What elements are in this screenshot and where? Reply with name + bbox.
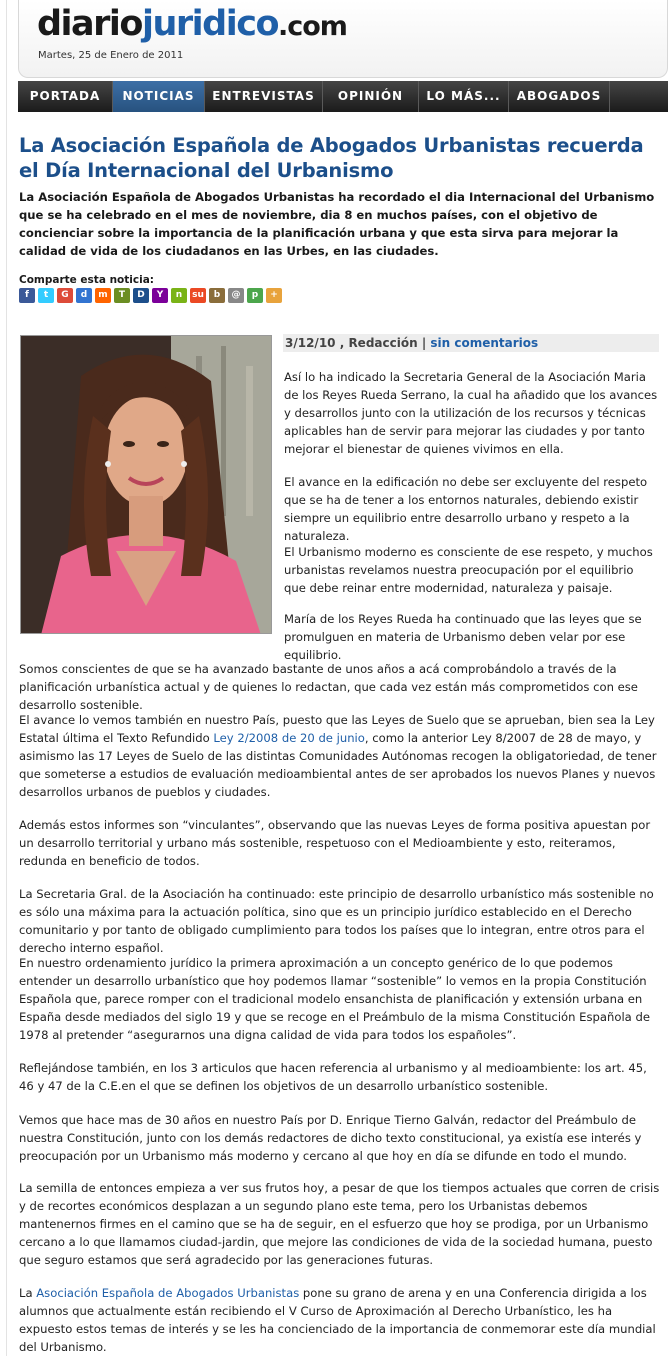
technorati-icon[interactable]: T (114, 288, 130, 303)
paragraph-8: La Secretaria Gral. de la Asociación ha continuado: este principio de desarrollo urbanístico más sostenible no es sólo una máxima para la actuación política, sino que es un principio jurídico establecido en el Derecho comunitario y por tanto de obligado cumplimiento para todos los países que lo integran, entre otros para el derecho interno español. (19, 887, 654, 955)
paragraph-9: En nuestro ordenamiento jurídico la primera aproximación a un concepto genérico de lo que podemos entender un desarrollo urbanístico que hoy podemos llamar “sostenible” lo vemos en la propia Constitución Española que, parece romper con el tradicional modelo ensanchista de planificación y extensión urbana en España desde mediados del siglo 19 y que se recoge en el Preámbulo de la misma Constitución Española de 1978 al pretender “asegurarnos una digna calidad de vida para todos los españoles”. (19, 956, 650, 1042)
nav-opinion[interactable]: OPINIÓN (323, 81, 419, 112)
email-icon[interactable]: @ (228, 288, 244, 303)
digg-icon[interactable]: D (133, 288, 149, 303)
asociacion-link[interactable]: Asociación Española de Abogados Urbanistas (36, 1286, 300, 1300)
author-photo (20, 335, 272, 634)
main-nav (18, 81, 668, 112)
paragraph-6 (19, 711, 660, 801)
nav-abogados[interactable]: ABOGADOS (509, 81, 610, 112)
paragraph-7: Además estos informes son “vinculantes”, observando que las nuevas Leyes de forma positiva apuestan por un desarrollo territorial y urbano más sostenible, respetuoso con el Medioambiente y esto, reiteramos, redunda en beneficio de todos. (19, 818, 651, 868)
paragraph-13-text-end: pone su grano de arena y en una Conferencia dirigida a los alumnos que actualmente están recibiendo el V Curso de Aproximación al Derecho Urbanístico, les ha expuesto estos temas de interés y se les ha concienciado de la importancia de conmemorar este día mundial del Urbanismo. (19, 1286, 656, 1354)
share-icon[interactable]: + (266, 288, 282, 303)
print-icon[interactable]: p (247, 288, 263, 303)
site-logo[interactable] (37, 4, 347, 47)
paragraph-12: La semilla de entonces empieza a ver sus frutos hoy, a pesar de que los tiempos actuales que corren de crisis y de recortes económicos desplazan a un segundo plano este tema, pero los Urbanistas debemos mantenernos firmes en el camino que se ha de seguir, en el esfuerzo que hoy se prodiga, por un Urbanismo cercano a lo que llamamos ciudad-jardin, que mejore las condiciones de vida de la sociedad humana, puesto que seguro estamos que será agradecido por las generaciones futuras. (19, 1181, 660, 1267)
header-date: Martes, 25 de Enero de 2011 (38, 50, 184, 61)
paragraph-3: El Urbanismo moderno es consciente de ese respeto, y muchos urbanistas revelamos nuestra preocupación por el equilibrio que debe reinar entre modernidad, naturaleza y paisaje. (284, 545, 653, 595)
ley-2-2008-link[interactable]: Ley 2/2008 de 20 de junio (213, 731, 365, 745)
google-icon[interactable]: G (57, 288, 73, 303)
meta-separator: , (335, 336, 349, 350)
page-left-border (6, 0, 7, 1356)
logo-text-diario: diario (37, 4, 142, 44)
paragraph-10: Reflejándose también, en los 3 articulos que hacen referencia al urbanismo y al medioambiente: los art. 45, 46 y 47 de la C.E.en el que se definen los objetivos de un desarrollo urbanístico sostenible. (19, 1061, 647, 1093)
share-label: Comparte esta noticia: (19, 274, 154, 286)
delicious-icon[interactable]: d (76, 288, 92, 303)
paragraph-1: Así lo ha indicado la Secretaria General de la Asociación Maria de los Reyes Rueda Serrano, la cual ha añadido que los avances y desarrollos junto con la utilización de los recursos y técnicas aplicables han de servir para mejorar las ciudades y por tanto mejorar el bienestar de quienes vivimos en ella. (284, 370, 658, 456)
paragraph-2: El avance en la edificación no debe ser excluyente del respeto que se ha de tener a los entornos naturales, debiendo existir siempre un equilibrio entre desarrollo urbano y respeto a la naturaleza. (284, 475, 648, 543)
nav-noticias[interactable]: NOTICIAS (113, 81, 205, 112)
logo-text-juridico: juridico (141, 4, 278, 44)
facebook-icon[interactable]: f (19, 288, 35, 303)
meta-separator: | (417, 336, 431, 350)
paragraph-13-text: La (19, 1286, 37, 1300)
paragraph-13 (19, 1284, 660, 1356)
article-author: Redacción (348, 336, 418, 350)
stumbleupon-icon[interactable]: su (190, 288, 206, 303)
article-lead: La Asociación Española de Abogados Urbanistas ha recordado el dia Internacional del Urbanismo que se ha celebrado en el mes de noviembre, dia 8 en muchos países, con el objetivo de concienciar sobre la importancia de la planificación urbana y que esta sirva para mejorar la calidad de vida de los ciudadanos en las Urbes, en las ciudades. (19, 190, 655, 258)
nav-portada[interactable]: PORTADA (18, 81, 113, 112)
comments-link[interactable]: sin comentarios (430, 336, 539, 350)
article-meta (283, 334, 659, 352)
nav-entrevistas[interactable]: ENTREVISTAS (205, 81, 323, 112)
bitacoras-icon[interactable]: b (209, 288, 225, 303)
article-date: 3/12/10 (285, 336, 336, 350)
paragraph-6-text-end: , como la anterior Ley 8/2007 de 28 de mayo, y asimismo las 17 Leyes de Suelo de las distintas Comunidades Autónomas recogen la obligatoriedad, de tener que someterse a estudios de evaluación medioambiental antes de ser aprobados los nuevos Planes y nuevos desarrollos urbanos de pueblos y ciudades. (19, 731, 657, 799)
share-icons-bar (19, 288, 282, 304)
article-title: La Asociación Española de Abogados Urbanistas recuerda el Día Internacional del Urbanismo (19, 134, 644, 182)
netvibes-icon[interactable]: n (171, 288, 187, 303)
yahoo-icon[interactable]: Y (152, 288, 168, 303)
portrait-illustration (21, 336, 272, 634)
paragraph-6-text: El avance lo vemos también en nuestro País, puesto que las Leyes de Suelo que se aprueban, bien sea la Ley Estatal última el Texto Refundido (19, 713, 655, 745)
logo-text-com: .com (278, 11, 347, 42)
paragraph-5: Somos conscientes de que se ha avanzado bastante de unos años a acá comprobándolo a través de la planificación urbanística actual y de quienes lo redactan, que cada vez están más comprometidos con ese desarrollo sostenible. (19, 662, 638, 712)
twitter-icon[interactable]: t (38, 288, 54, 303)
paragraph-11: Vemos que hace mas de 30 años en nuestro País por D. Enrique Tierno Galván, redactor del Preámbulo de nuestra Constitución, junto con los demás redactores de dicho texto constitucional, ya existía ese interés y preocupación por un Urbanismo más moderno y cercano al que hoy en día se difunde en todo el mundo. (19, 1113, 642, 1163)
nav-lo-mas[interactable]: LO MÁS... (419, 81, 509, 112)
paragraph-4: María de los Reyes Rueda ha continuado que las leyes que se promulguen en materia de Urbanismo deben velar por ese equilibrio. (284, 612, 642, 662)
meneame-icon[interactable]: m (95, 288, 111, 303)
